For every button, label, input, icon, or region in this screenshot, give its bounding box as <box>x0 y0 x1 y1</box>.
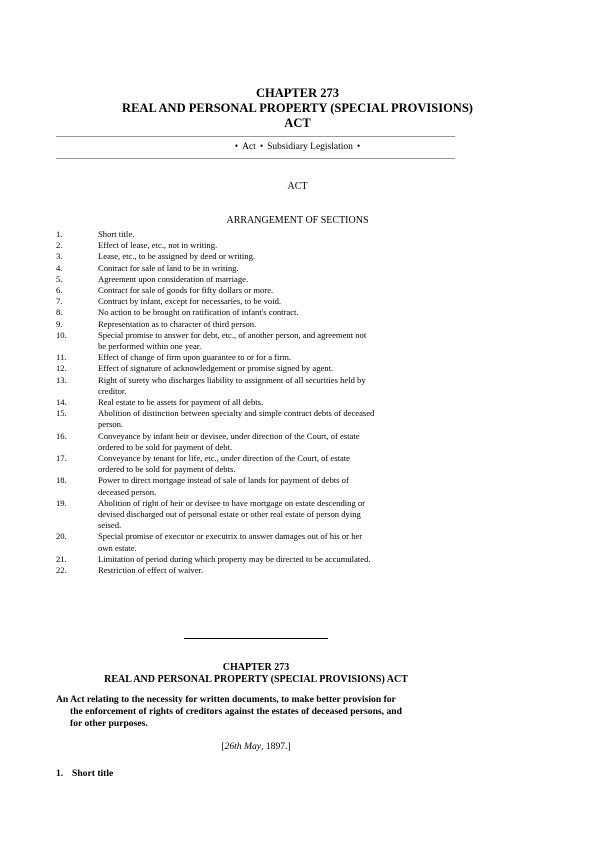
section-list-number: 22. <box>56 565 67 576</box>
section-list-title: Effect of signature of acknowledgement or promise signed by agent. <box>98 363 334 374</box>
date-bracket: [ <box>221 741 225 752</box>
nav-bullet: • <box>259 142 264 152</box>
section-list-number: 6. <box>56 285 63 296</box>
section-list-item[interactable] <box>56 397 456 408</box>
section-list-item[interactable] <box>56 498 456 509</box>
nav-bottom-rule <box>56 158 455 159</box>
section-list-title: Power to direct mortgage instead of sale of lands for payment of debts of <box>98 475 349 486</box>
section-list-number: 8. <box>56 307 63 318</box>
section-list-number: 7. <box>56 296 63 307</box>
section-list-item[interactable] <box>56 509 456 520</box>
section-list-item[interactable] <box>56 375 456 386</box>
section-list-title: Representation as to character of third person. <box>98 318 257 329</box>
long-title <box>56 694 456 730</box>
section-list-number: 18. <box>56 475 67 486</box>
section-list-title: Conveyance by infant heir or devisee, under direction of the Court, of estate <box>98 430 360 441</box>
section-list-item[interactable] <box>56 285 456 296</box>
section-list-number <box>56 509 98 520</box>
section-list-item[interactable] <box>56 319 456 330</box>
section-list-number <box>56 442 98 453</box>
section-list-item[interactable] <box>56 431 456 442</box>
section-list-number: 20. <box>56 531 67 542</box>
section-list-item[interactable] <box>56 274 456 285</box>
section-1-heading <box>56 768 113 779</box>
section-list-item[interactable] <box>56 565 456 576</box>
section-list-number: 9. <box>56 318 63 329</box>
section-list-title: devised discharged out of personal estate or other real estate of person dying <box>98 509 361 520</box>
section-list-item[interactable] <box>56 251 456 262</box>
body-chapter-heading: CHAPTER 273 <box>222 662 290 673</box>
section-list-title: ordered to be sold for payment of debt. <box>98 441 233 452</box>
section-list-number: 17. <box>56 453 67 464</box>
section-list-item[interactable] <box>56 263 456 274</box>
section-list-number: 2. <box>56 240 63 251</box>
section-list-item[interactable] <box>56 330 456 341</box>
section-list-title: deceased person. <box>98 486 157 497</box>
section-list-number: 16. <box>56 430 67 441</box>
section-list-title: Special promise of executor or executrix to answer damages out of his or her <box>98 531 363 542</box>
body-title-heading: REAL AND PERSONAL PROPERTY (SPECIAL PROVISIONS) ACT <box>104 674 408 685</box>
section-list-title: own estate. <box>98 542 137 553</box>
section-list-title: Special promise to answer for debt, etc., of another person, and agreement not <box>98 329 367 340</box>
section-list-item[interactable] <box>56 341 456 352</box>
section-list-item[interactable] <box>56 229 456 240</box>
section-list-title: Contract by infant, except for necessaries, to be void. <box>98 296 282 307</box>
section-list-number <box>56 487 98 498</box>
section-list-item[interactable] <box>56 240 456 251</box>
section-list-item[interactable] <box>56 487 456 498</box>
section-list-item[interactable] <box>56 386 456 397</box>
section-list-item[interactable] <box>56 419 456 430</box>
section-list-title: Contract for sale of goods for fifty dollars or more. <box>98 285 274 296</box>
section-list-title: Contract for sale of land to be in writing. <box>98 262 239 273</box>
sections-list <box>56 229 456 576</box>
long-title-line: the enforcement of rights of creditors against the estates of deceased persons, and <box>70 706 402 717</box>
section-list-number <box>56 386 98 397</box>
section-list-title: Effect of change of firm upon guarantee to or for a firm. <box>98 352 292 363</box>
section-list-title: Restriction of effect of waiver. <box>98 565 204 576</box>
section-list-item[interactable] <box>56 408 456 419</box>
section-list-item[interactable] <box>56 442 456 453</box>
section-list-number: 21. <box>56 553 67 564</box>
commencement-date <box>0 741 512 752</box>
long-title-line: An Act relating to the necessity for written documents, to make better provision for <box>56 694 396 705</box>
section-list-item[interactable] <box>56 453 456 464</box>
nav-subsidiary-link[interactable]: Subsidiary Legislation <box>267 142 353 152</box>
section-list-title: Lease, etc., to be assigned by deed or writing. <box>98 251 256 262</box>
section-list-title: No action to be brought on ratification of infant's contract. <box>98 307 299 318</box>
section-list-item[interactable] <box>56 307 456 318</box>
section-number: 1. <box>56 768 64 779</box>
section-list-number <box>56 543 98 554</box>
section-list-title: seised. <box>98 520 122 531</box>
section-list-title: Effect of lease, etc., not in writing. <box>98 240 218 251</box>
date-year: , 1897.] <box>261 741 291 752</box>
section-list-title: creditor. <box>98 385 127 396</box>
section-list-item[interactable] <box>56 296 456 307</box>
section-title: Short title <box>72 768 114 779</box>
section-list-title: Abolition of distinction between specialty and simple contract debts of deceased <box>98 408 375 419</box>
section-list-number: 5. <box>56 273 63 284</box>
arrangement-heading: ARRANGEMENT OF SECTIONS <box>226 215 369 226</box>
long-title-line: for other purposes. <box>70 718 148 729</box>
section-list-number: 12. <box>56 363 67 374</box>
act-title-heading-cont: ACT <box>284 116 311 130</box>
section-divider <box>184 638 328 639</box>
section-list-number: 10. <box>56 329 67 340</box>
section-list-number: 13. <box>56 374 67 385</box>
section-list-title: Right of surety who discharges liability to assignment of all securities held by <box>98 374 366 385</box>
section-list-number: 3. <box>56 251 63 262</box>
section-list-title: Real estate to be assets for payment of all debts. <box>98 397 264 408</box>
section-list-title: be performed within one year. <box>98 341 202 352</box>
section-list-title: Short title. <box>98 229 135 239</box>
section-list-item[interactable] <box>56 464 456 475</box>
section-list-item[interactable] <box>56 520 456 531</box>
nav-act-link[interactable]: Act <box>242 142 256 152</box>
section-list-title: person. <box>98 419 124 430</box>
section-list-number: 4. <box>56 262 63 273</box>
date-day-month: 26th May <box>224 741 262 752</box>
section-list-number: 1. <box>56 229 63 239</box>
section-list-title: Limitation of period during which property may be directed to be accumulated. <box>98 553 371 564</box>
section-list-item[interactable] <box>56 352 456 363</box>
section-list-number <box>56 520 98 531</box>
section-list-number <box>56 419 98 430</box>
section-list-item[interactable] <box>56 363 456 374</box>
section-list-title: Agreement upon consideration of marriage. <box>98 273 249 284</box>
section-list-number: 19. <box>56 497 67 508</box>
nav-bullet: • <box>234 142 239 152</box>
section-list-item[interactable] <box>56 554 456 565</box>
section-list-number <box>56 464 98 475</box>
section-list-item[interactable] <box>56 543 456 554</box>
section-list-number <box>56 341 98 352</box>
section-list-number: 14. <box>56 397 67 408</box>
section-list-title: ordered to be sold for payment of debts. <box>98 464 236 475</box>
section-list-title: Abolition of right of heir or devisee to have mortgage on estate descending or <box>98 497 366 508</box>
legislation-subnav <box>0 142 595 152</box>
section-list-item[interactable] <box>56 531 456 542</box>
nav-top-rule <box>56 136 455 137</box>
section-list-title: Conveyance by tenant for life, etc., under direction of the Court, of estate <box>98 453 350 464</box>
nav-bullet: • <box>356 142 361 152</box>
section-list-number: 15. <box>56 408 67 419</box>
act-heading: ACT <box>287 181 308 192</box>
chapter-number-heading: CHAPTER 273 <box>256 86 339 100</box>
section-list-item[interactable] <box>56 475 456 486</box>
section-list-number: 11. <box>56 352 67 363</box>
act-title-heading: REAL AND PERSONAL PROPERTY (SPECIAL PROVISIONS) <box>122 101 473 115</box>
